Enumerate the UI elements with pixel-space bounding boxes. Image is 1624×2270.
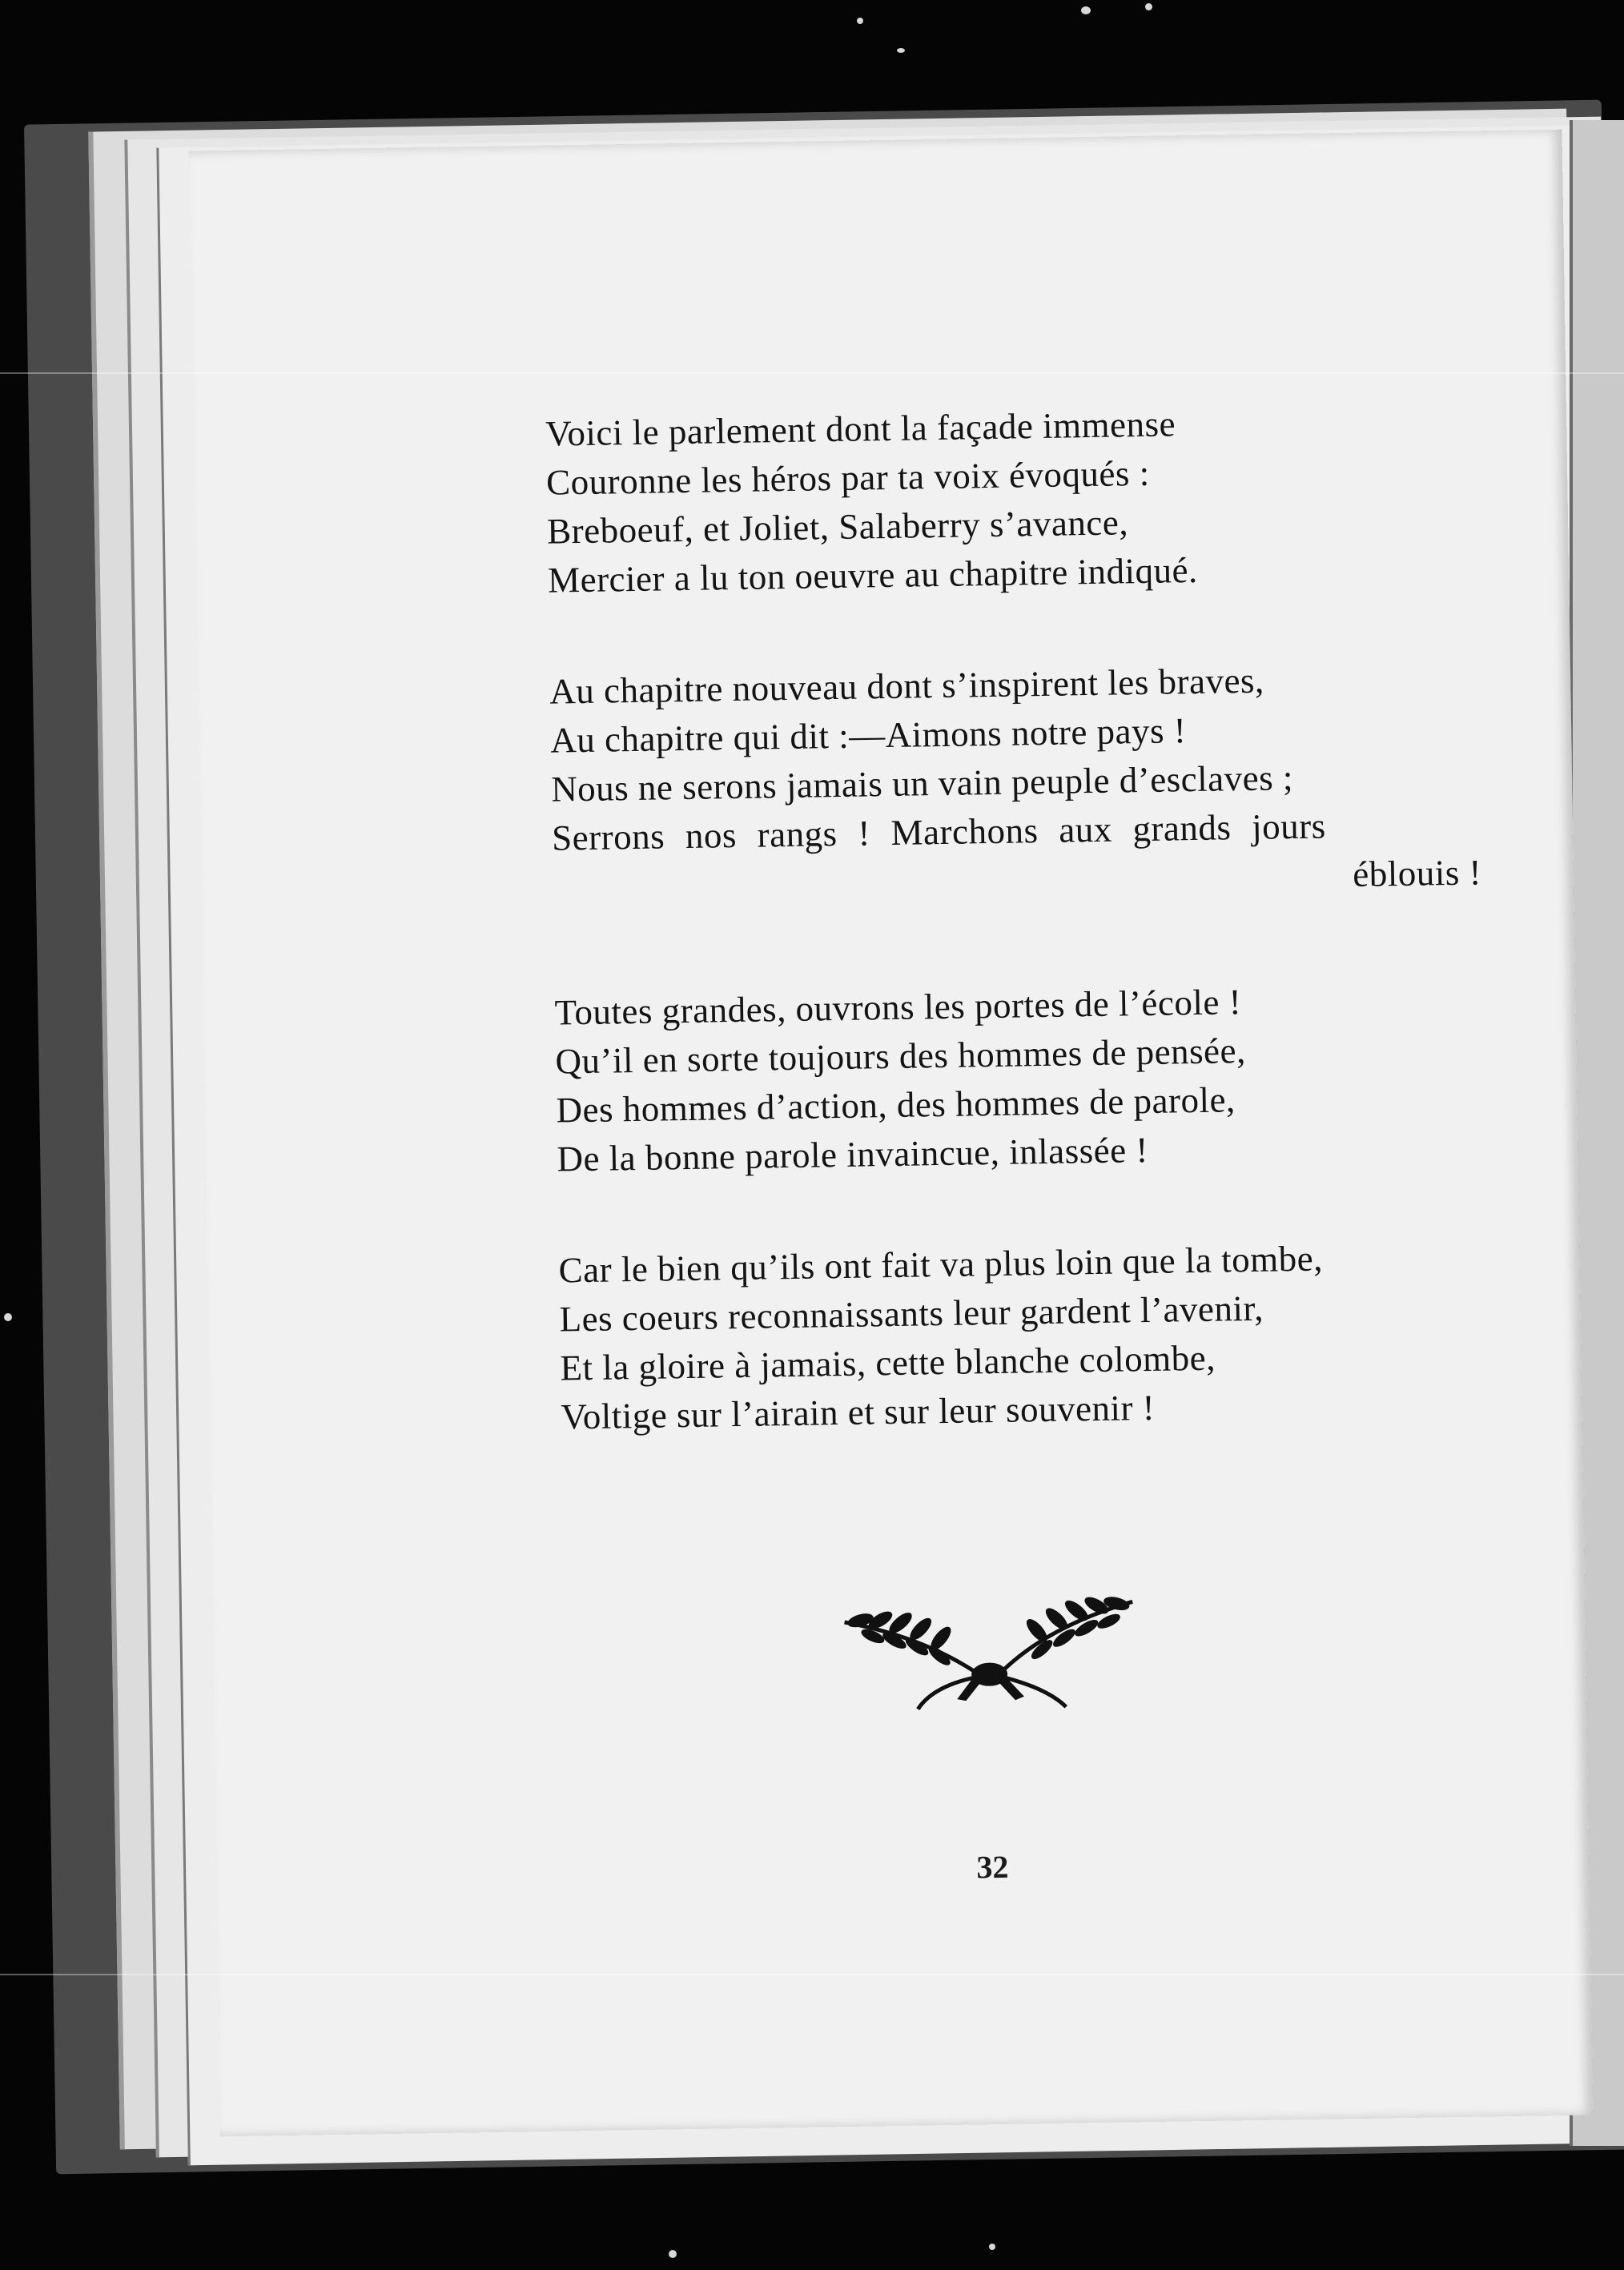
dust-speck bbox=[897, 48, 905, 53]
poem-line-continuation: éblouis ! bbox=[1352, 852, 1482, 894]
poem-line: De la bonne parole invaincue, inlassée ! bbox=[557, 1129, 1149, 1179]
dust-speck bbox=[1081, 6, 1091, 14]
poem-line: Voici le parlement dont la façade immense bbox=[545, 404, 1176, 454]
page-number: 32 bbox=[976, 1848, 1009, 1886]
poem bbox=[545, 395, 1491, 1504]
crossed-palm-branches-icon bbox=[836, 1585, 1142, 1718]
stanza bbox=[558, 1231, 1490, 1441]
poem-line: Les coeurs reconnaissants leur gardent l’avenir, bbox=[559, 1288, 1264, 1340]
stanza bbox=[549, 653, 1482, 911]
dust-speck bbox=[1145, 3, 1152, 10]
scan-artifact-line bbox=[0, 1974, 1624, 1975]
poem-line: Qu’il en sorte toujours des hommes de pensée, bbox=[555, 1031, 1247, 1082]
poem-line: Nous ne serons jamais un vain peuple d’esclaves ; bbox=[550, 757, 1294, 810]
dust-speck bbox=[669, 2250, 677, 2258]
poem-line: Car le bien qu’ils ont fait va plus loin que la tombe, bbox=[558, 1238, 1324, 1291]
poem-line: Breboeuf, et Joliet, Salaberry s’avance, bbox=[546, 502, 1129, 552]
poem-line: Au chapitre nouveau dont s’inspirent les braves, bbox=[549, 660, 1265, 712]
dust-speck bbox=[989, 2244, 995, 2250]
poem-line: Au chapitre qui dit :—Aimons notre pays ! bbox=[549, 710, 1187, 761]
dust-speck bbox=[857, 18, 863, 24]
poem-line: Mercier a lu ton oeuvre au chapitre indiqué. bbox=[547, 549, 1199, 601]
poem-line: Voltige sur l’airain et sur leur souvenir ! bbox=[561, 1387, 1156, 1437]
poem-line: Couronne les héros par ta voix évoqués : bbox=[545, 452, 1151, 503]
stanza bbox=[545, 395, 1477, 605]
stanza bbox=[554, 974, 1486, 1183]
poem-line: Et la gloire à jamais, cette blanche colombe, bbox=[560, 1337, 1216, 1388]
poem-line: Des hommes d’action, des hommes de parole, bbox=[556, 1079, 1236, 1131]
poem-line: Serrons nos rangs ! Marchons aux grands jours bbox=[551, 806, 1327, 858]
dust-speck bbox=[4, 1313, 12, 1321]
scan-artifact-line bbox=[0, 372, 1624, 374]
book-page bbox=[189, 130, 1594, 2137]
poem-line: Toutes grandes, ouvrons les portes de l’école ! bbox=[554, 982, 1242, 1033]
